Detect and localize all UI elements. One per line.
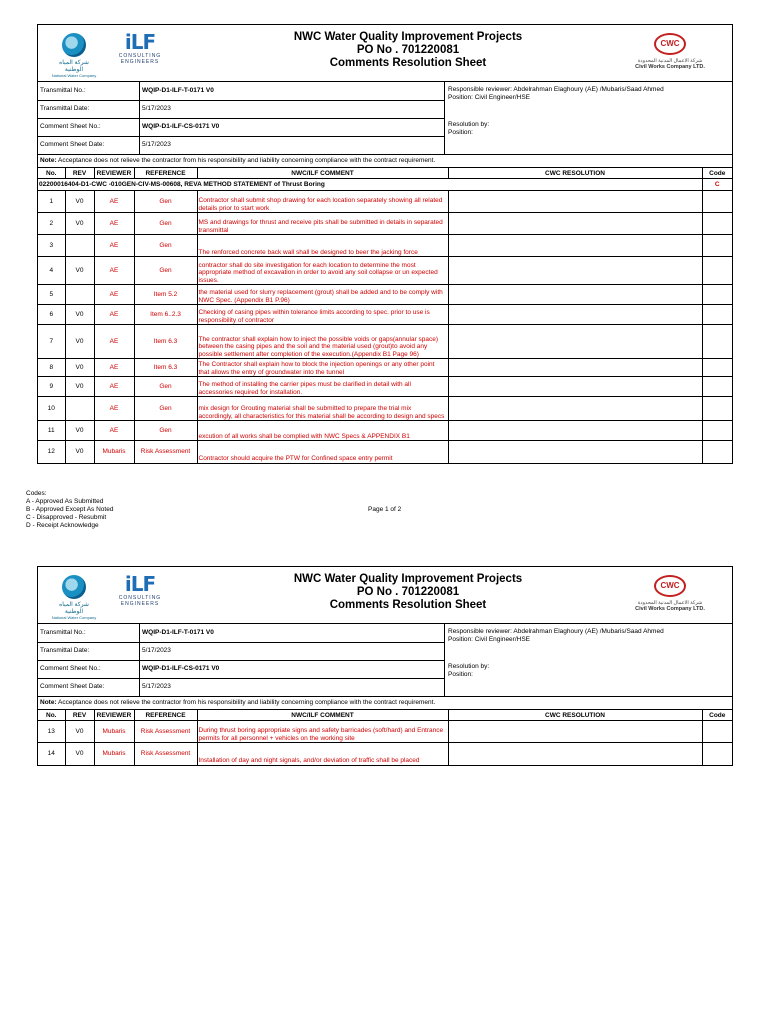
codes-legend [26,490,113,530]
sheet-header [38,25,732,82]
nwc-logo-arabic: شركة المياه الوطنية [59,60,89,73]
row-no: 4 [38,257,65,285]
row-resolution [448,285,702,305]
row-resolution [448,325,702,359]
transmittal-info [38,82,732,155]
row-rev: V0 [65,359,94,377]
row-no: 11 [38,421,65,441]
col-reference: REFERENCE [134,710,197,721]
row-rev: V0 [65,377,94,397]
comment-sheet-date-value: 5/17/2023 [142,683,171,690]
row-comment: Contractor shall submit shop drawing for each location separately showing all related details prior to start work [197,191,448,213]
ilf-logo-sub1: CONSULTING [118,53,162,59]
row-resolution [448,235,702,257]
row-reviewer: AE [94,213,134,235]
row-reference: Risk Assessment [134,441,197,463]
row-reviewer: AE [94,285,134,305]
comment-sheet-page-1 [37,24,733,464]
row-resolution [448,743,702,765]
row-reference: Risk Assessment [134,721,197,743]
resolution-block [448,121,489,137]
transmittal-no-value: WQIP-D1-ILF-T-0171 V0 [142,87,214,94]
row-rev: V0 [65,441,94,463]
row-reviewer: AE [94,359,134,377]
row-no: 9 [38,377,65,397]
comment-sheet-no-row [38,118,444,137]
document-reference-row [38,179,732,191]
reviewer-block [448,86,664,102]
row-reviewer: AE [94,325,134,359]
row-no: 6 [38,305,65,325]
document-code: C [702,179,732,191]
table-row [38,377,732,397]
row-resolution [448,257,702,285]
cwc-emblem-icon: CWC [654,575,686,597]
row-rev: V0 [65,257,94,285]
resolution-by: Resolution by: [448,663,490,670]
col-reviewer: REVIEWER [94,710,134,721]
ilf-logo-sub2: ENGINEERS [120,601,160,607]
cwc-emblem-icon: CWC [654,33,686,55]
col-resolution: CWC RESOLUTION [448,168,702,179]
row-rev: V0 [65,305,94,325]
row-reference: Gen [134,421,197,441]
row-no: 14 [38,743,65,765]
resolution-block [448,663,489,679]
row-reference: Item 6.3 [134,325,197,359]
row-reference: Gen [134,397,197,421]
row-reviewer: AE [94,377,134,397]
row-resolution [448,359,702,377]
transmittal-date-value: 5/17/2023 [142,647,171,654]
table-row [38,397,732,421]
comment-sheet-date-value: 5/17/2023 [142,141,171,148]
row-comment: excution of all works shall be complied with NWC Specs & APPENDIX B1 [197,421,448,441]
row-reviewer: AE [94,397,134,421]
col-reference: REFERENCE [134,168,197,179]
row-comment: Installation of day and night signals, and/or deviation of traffic shall be placed [197,743,448,765]
comment-sheet-date-label: Comment Sheet Date: [40,683,105,690]
row-comment: The contractor shall explain how to inject the possible voids or gaps(annular space) between the casing pipes and the soil and the material used (grout)to avoid any possible settlement after completion of the execution.(Appendix B1 Page 96) [197,325,448,359]
title-line-2: PO No . 701220081 [356,586,460,598]
title-line-1: NWC Water Quality Improvement Projects [293,31,523,43]
row-rev [65,235,94,257]
nwc-logo [50,33,98,78]
row-comment: MS and drawings for thrust and receive pits shall be submitted in details in separated transmittal [197,213,448,235]
transmittal-no-row [38,624,444,643]
nwc-logo-english: National Water Company [51,73,97,78]
row-comment: The renforced concrete back wall shall be designed to beer the jacking force [197,235,448,257]
row-code [702,721,732,743]
row-no: 3 [38,235,65,257]
table-row [38,359,732,377]
row-rev: V0 [65,721,94,743]
row-code [702,325,732,359]
row-reference: Gen [134,235,197,257]
comment-sheet-date-row [38,136,444,154]
reviewer-position: Position: Civil Engineer/HSE [448,636,531,643]
comment-sheet-no-row [38,660,444,679]
cwc-logo [630,575,710,612]
col-no: No. [38,168,65,179]
row-no: 8 [38,359,65,377]
row-rev: V0 [65,213,94,235]
row-resolution [448,191,702,213]
col-comment: NWC/ILF COMMENT [197,168,448,179]
row-code [702,421,732,441]
comment-sheet-page-2 [37,566,733,766]
table-row [38,305,732,325]
sheet-title [218,573,598,612]
responsible-reviewer: Responsible reviewer: Abdelrahman Elaghoury (AE) /Mubaris/Saad Ahmed [448,628,664,635]
col-no: No. [38,710,65,721]
ilf-logo-mark: iLF [124,572,156,596]
row-rev: V0 [65,325,94,359]
row-resolution [448,721,702,743]
row-resolution [448,421,702,441]
table-row [38,257,732,285]
row-comment: The Contractor shall explain how to block the injection openings or any other point that allows the entry of groundwater into the tunnel [197,359,448,377]
transmittal-date-row [38,100,444,119]
row-reference: Gen [134,191,197,213]
row-rev: V0 [65,743,94,765]
table-row [38,325,732,359]
nwc-logo-english: National Water Company [51,615,97,620]
comment-sheet-no-value: WQIP-D1-ILF-CS-0171 V0 [142,123,220,130]
row-no: 13 [38,721,65,743]
row-code [702,377,732,397]
ilf-logo-sub2: ENGINEERS [120,59,160,65]
ilf-logo [116,31,164,65]
comment-sheet-no-label: Comment Sheet No.: [40,123,101,130]
row-code [702,235,732,257]
row-reviewer: AE [94,257,134,285]
row-code [702,285,732,305]
code-b: B - Approved Except As Noted [26,506,114,513]
acceptance-note [38,155,732,168]
transmittal-date-label: Transmittal Date: [40,105,90,112]
col-resolution: CWC RESOLUTION [448,710,702,721]
row-resolution [448,377,702,397]
table-row [38,213,732,235]
nwc-emblem-icon [62,575,86,599]
row-reviewer: AE [94,235,134,257]
row-reference: Item 5.2 [134,285,197,305]
row-reviewer: Mubaris [94,441,134,463]
transmittal-no-label: Transmittal No.: [40,629,86,636]
nwc-logo-arabic: شركة المياه الوطنية [59,602,89,615]
table-row [38,191,732,213]
row-comment: the material used for slurry replacement (grout) shall be added and to be comply with NWC Spec. (Appendix B1 P.96) [197,285,448,305]
row-comment: The method of installing the carrier pipes must be clarified in detail with all accessories required for installation. [197,377,448,397]
comments-table [38,710,732,765]
transmittal-no-value: WQIP-D1-ILF-T-0171 V0 [142,629,214,636]
col-comment: NWC/ILF COMMENT [197,710,448,721]
row-comment: Checking of casing pipes within tolerance limits according to spec. prior to use is responsibility of contractor [197,305,448,325]
title-line-2: PO No . 701220081 [356,44,460,56]
table-row [38,441,732,463]
row-code [702,213,732,235]
comment-sheet-no-label: Comment Sheet No.: [40,665,101,672]
row-reviewer: Mubaris [94,721,134,743]
table-row [38,235,732,257]
sheet-title [218,31,598,70]
row-comment: During thrust boring appropriate signs and safety barricades (soft/hard) and Entrance permits for all personnel + vehicles on the working site [197,721,448,743]
row-reference: Gen [134,377,197,397]
transmittal-info [38,624,732,697]
row-code [702,743,732,765]
col-rev: REV [65,168,94,179]
row-comment: Contractor should acquire the PTW for Confined space entry permit [197,441,448,463]
comment-sheet-no-value: WQIP-D1-ILF-CS-0171 V0 [142,665,220,672]
note-label: Note: [40,699,57,706]
cwc-logo-english: Civil Works Company LTD. [635,64,705,70]
nwc-logo [50,575,98,620]
ilf-logo [116,573,164,607]
comments-table [38,168,732,463]
table-row [38,421,732,441]
ilf-logo-sub1: CONSULTING [118,595,162,601]
note-text: Acceptance does not relieve the contractor from his responsibility and liability concerning compliance with the contract requirement. [56,157,436,164]
row-code [702,397,732,421]
row-no: 2 [38,213,65,235]
row-reference: Gen [134,213,197,235]
row-resolution [448,397,702,421]
comment-sheet-date-row [38,678,444,696]
cwc-logo [630,33,710,70]
cwc-logo-arabic: شركة الاعمال المدنية المحدودة [637,58,703,64]
reviewer-block [448,628,664,644]
row-reviewer: AE [94,305,134,325]
code-c: C - Disapproved - Resubmit [26,514,107,521]
row-code [702,191,732,213]
row-code [702,257,732,285]
row-reviewer: AE [94,421,134,441]
title-line-3: Comments Resolution Sheet [329,599,487,611]
row-resolution [448,441,702,463]
table-row [38,743,732,765]
comment-sheet-date-label: Comment Sheet Date: [40,141,105,148]
resolution-position: Position: [448,129,473,136]
document-reference: 02200016404-D1-CWC -010GEN-CIV-MS-00608, REVA METHOD STATEMENT of Thrust Boring [38,179,702,191]
row-no: 10 [38,397,65,421]
row-no: 12 [38,441,65,463]
row-code [702,359,732,377]
nwc-emblem-icon [62,33,86,57]
row-reference: Item 6.3 [134,359,197,377]
row-no: 5 [38,285,65,305]
row-rev [65,285,94,305]
transmittal-date-row [38,642,444,661]
row-no: 1 [38,191,65,213]
transmittal-no-label: Transmittal No.: [40,87,86,94]
sheet-header [38,567,732,624]
col-code: Code [702,168,732,179]
transmittal-date-label: Transmittal Date: [40,647,90,654]
row-resolution [448,305,702,325]
reviewer-position: Position: Civil Engineer/HSE [448,94,531,101]
table-row [38,285,732,305]
row-reviewer: AE [94,191,134,213]
row-resolution [448,213,702,235]
responsible-reviewer: Responsible reviewer: Abdelrahman Elaghoury (AE) /Mubaris/Saad Ahmed [448,86,664,93]
transmittal-no-row [38,82,444,101]
col-rev: REV [65,710,94,721]
codes-title: Codes: [26,490,47,497]
row-comment: mix design for Grouting material shall be submitted to prepare the trial mix accordingly, all characteristics for this material shall be according to design and specs [197,397,448,421]
row-reference: Risk Assessment [134,743,197,765]
transmittal-date-value: 5/17/2023 [142,105,171,112]
title-line-3: Comments Resolution Sheet [329,57,487,69]
row-rev: V0 [65,191,94,213]
page-number: Page 1 of 2 [368,506,402,513]
col-reviewer: REVIEWER [94,168,134,179]
row-reference: Item 6..2.3 [134,305,197,325]
title-line-1: NWC Water Quality Improvement Projects [293,573,523,585]
row-rev [65,397,94,421]
col-code: Code [702,710,732,721]
row-rev: V0 [65,421,94,441]
table-row [38,721,732,743]
note-text: Acceptance does not relieve the contractor from his responsibility and liability concerning compliance with the contract requirement. [56,699,436,706]
code-a: A - Approved As Submitted [26,498,104,505]
row-code [702,441,732,463]
cwc-logo-english: Civil Works Company LTD. [635,606,705,612]
resolution-position: Position: [448,671,473,678]
cwc-logo-arabic: شركة الاعمال المدنية المحدودة [637,600,703,606]
row-no: 7 [38,325,65,359]
note-label: Note: [40,157,57,164]
row-reviewer: Mubaris [94,743,134,765]
ilf-logo-mark: iLF [124,30,156,54]
acceptance-note [38,697,732,710]
row-reference: Gen [134,257,197,285]
code-d: D - Receipt Acknowledge [26,522,99,529]
row-comment: contractor shall do site investigation for each location to determine the most appropriate method of excavation in order to avoid any soil collapse or un expected issues. [197,257,448,285]
row-code [702,305,732,325]
resolution-by: Resolution by: [448,121,490,128]
